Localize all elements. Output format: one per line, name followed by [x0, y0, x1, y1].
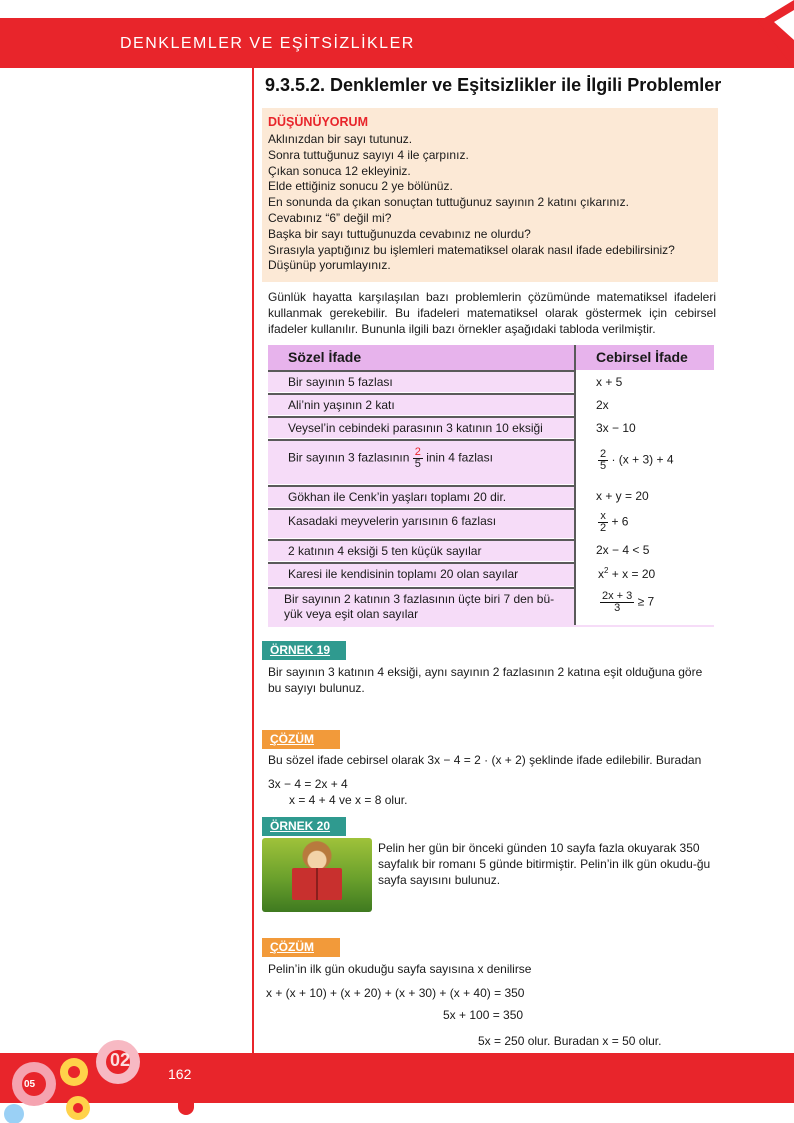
badge-underline — [262, 658, 344, 660]
fraction — [598, 449, 608, 472]
table-header — [268, 345, 714, 370]
column-divider — [574, 345, 576, 625]
gear-label: 02 — [110, 1050, 131, 1070]
verbal-text: yük veya eşit olan sayılar — [284, 607, 419, 621]
verbal-text: Bir sayının 2 katının 3 fazlasının üçte biri 7 den bü- — [284, 592, 555, 606]
solution-2-result: 5x = 250 olur. Buradan x = 50 olur. — [478, 1034, 662, 1048]
think-line: En sonunda da çıkan sonuçtan tuttuğunuz sayının 2 katını çıkarınız. — [268, 195, 629, 210]
think-line: Cevabınız “6” değil mi? — [268, 210, 392, 225]
fraction — [598, 511, 608, 534]
fraction-numerator: 2 — [414, 446, 421, 458]
solution-1-badge: ÇÖZÜM — [262, 730, 340, 749]
margin-rule — [252, 68, 254, 1053]
gear-icon — [4, 1104, 24, 1123]
think-line: Başka bir sayı tuttuğunuzda cevabınız ne olurdu? — [268, 226, 531, 241]
example-20-text: Pelin her gün bir önceki günden 10 sayfa fazla okuyarak 350 sayfalık bir romanı 5 günde bitirmiştir. Pelin’in ilk gün okudu-ğu sayfa sayısını bulunuz. — [378, 841, 711, 887]
algebraic-cell: 2x − 4 < 5 — [596, 543, 650, 557]
algebraic-exponent: 2 — [604, 566, 609, 575]
header-corner-arrow — [744, 0, 794, 68]
fraction-denominator: 2 — [600, 522, 607, 534]
verbal-cell: 2 katının 4 eksiği 5 ten küçük sayılar — [288, 544, 482, 558]
verbal-text: inin 4 fazlası — [426, 450, 493, 465]
algebraic-text: · (x + 3) + 4 — [611, 452, 674, 467]
verbal-text: Bir sayının 3 fazlasının — [288, 450, 410, 465]
algebraic-text: + x = 20 — [611, 567, 656, 581]
example-20-badge: ÖRNEK 20 — [262, 817, 346, 836]
fraction — [413, 447, 423, 470]
think-title: DÜŞÜNÜYORUM — [268, 115, 368, 129]
page-number: 162 — [168, 1066, 192, 1082]
solution-2-step: 5x + 100 = 350 — [443, 1008, 524, 1022]
algebraic-cell: x + 5 — [596, 375, 623, 389]
badge-underline — [262, 834, 344, 836]
solution-1-result: x = 4 + 4 ve x = 8 olur. — [289, 793, 408, 807]
gear-label: 05 — [24, 1079, 36, 1090]
solution-2-badge: ÇÖZÜM — [262, 938, 340, 957]
fraction-denominator: 5 — [600, 460, 607, 472]
solution-1-equation: 3x − 4 = 2x + 4 — [268, 777, 348, 791]
algebraic-cell: 2x — [596, 398, 609, 412]
think-line: Aklınızdan bir sayı tutunuz. — [268, 132, 413, 146]
expression-table — [268, 345, 714, 625]
section-title: 9.3.5.2. Denklemler ve Eşitsizlikler ile İlgili Problemler — [265, 75, 722, 95]
algebraic-cell — [598, 511, 628, 534]
solution-1-line: Bu sözel ifade cebirsel olarak 3x − 4 = 2 · (x + 2) şeklinde ifade edilebilir. Buradan — [268, 753, 702, 767]
algebraic-cell — [600, 591, 654, 614]
algebraic-cell — [598, 566, 655, 581]
algebraic-text: ≥ 7 — [637, 594, 655, 609]
solution-2-line: Pelin’in ilk gün okuduğu sayfa sayısına x denilirse — [268, 962, 532, 976]
algebraic-base: x — [598, 567, 604, 581]
example-19-text: Bir sayının 3 katının 4 eksiği, aynı sayının 2 fazlasının 2 katına eşit olduğuna göre bu sayıyı bulunuz. — [268, 665, 703, 695]
fraction-denominator: 3 — [614, 602, 621, 614]
algebraic-text: + 6 — [611, 514, 629, 529]
fraction-numerator: x — [598, 511, 608, 523]
verbal-cell: Veysel’in cebindeki parasının 3 katının 10 eksiği — [288, 421, 543, 435]
verbal-cell: Kasadaki meyvelerin yarısının 6 fazlası — [288, 514, 497, 528]
verbal-cell: Ali’nin yaşının 2 katı — [288, 398, 395, 412]
think-line: Sırasıyla yaptığınız bu işlemleri matematiksel olarak nasıl ifade edebilirsiniz? — [268, 242, 675, 257]
think-line: Çıkan sonuca 12 ekleyiniz. — [268, 163, 411, 178]
verbal-cell — [288, 447, 493, 470]
verbal-cell: Gökhan ile Cenk’in yaşları toplamı 20 dir. — [288, 490, 507, 504]
fraction-numerator: 2 — [600, 448, 607, 460]
fraction-denominator: 5 — [414, 458, 421, 470]
solution-2-equation: x + (x + 10) + (x + 20) + (x + 30) + (x + 40) = 350 — [266, 986, 525, 1000]
think-line: Sonra tuttuğunuz sayıyı 4 ile çarpınız. — [268, 147, 469, 162]
algebraic-cell — [598, 449, 674, 472]
think-line: Elde ettiğiniz sonucu 2 ye bölünüz. — [268, 179, 453, 194]
fraction-numerator: 2x + 3 — [602, 590, 633, 602]
badge-underline — [262, 747, 340, 749]
badge-underline — [262, 955, 340, 957]
table-header-algebraic: Cebirsel İfade — [596, 349, 688, 365]
verbal-cell — [284, 592, 554, 622]
intro-paragraph: Günlük hayatta karşılaşılan bazı problemlerin çözümünde matematiksel ifadeleri kullanmak gerekebilir. Bu ifadeleri matematiksel olarak göstermek için cebirsel ifadeler kullanılır. Bununla ilgili bazı örnekler aşağıdaki tabloda verilmiştir. — [268, 290, 716, 336]
think-line: Düşünüp yorumlayınız. — [268, 258, 391, 273]
book-spine — [316, 868, 318, 900]
verbal-cell: Karesi ile kendisinin toplamı 20 olan sayılar — [288, 567, 519, 581]
think-lines — [268, 132, 713, 274]
algebraic-cell: 3x − 10 — [596, 421, 636, 435]
fraction — [600, 591, 634, 614]
chapter-title: DENKLEMLER VE EŞİTSİZLİKLER — [120, 35, 415, 52]
table-header-verbal: Sözel İfade — [288, 349, 362, 365]
algebraic-cell: x + y = 20 — [596, 489, 649, 503]
verbal-cell: Bir sayının 5 fazlası — [288, 375, 393, 389]
example-19-badge: ÖRNEK 19 — [262, 641, 346, 660]
